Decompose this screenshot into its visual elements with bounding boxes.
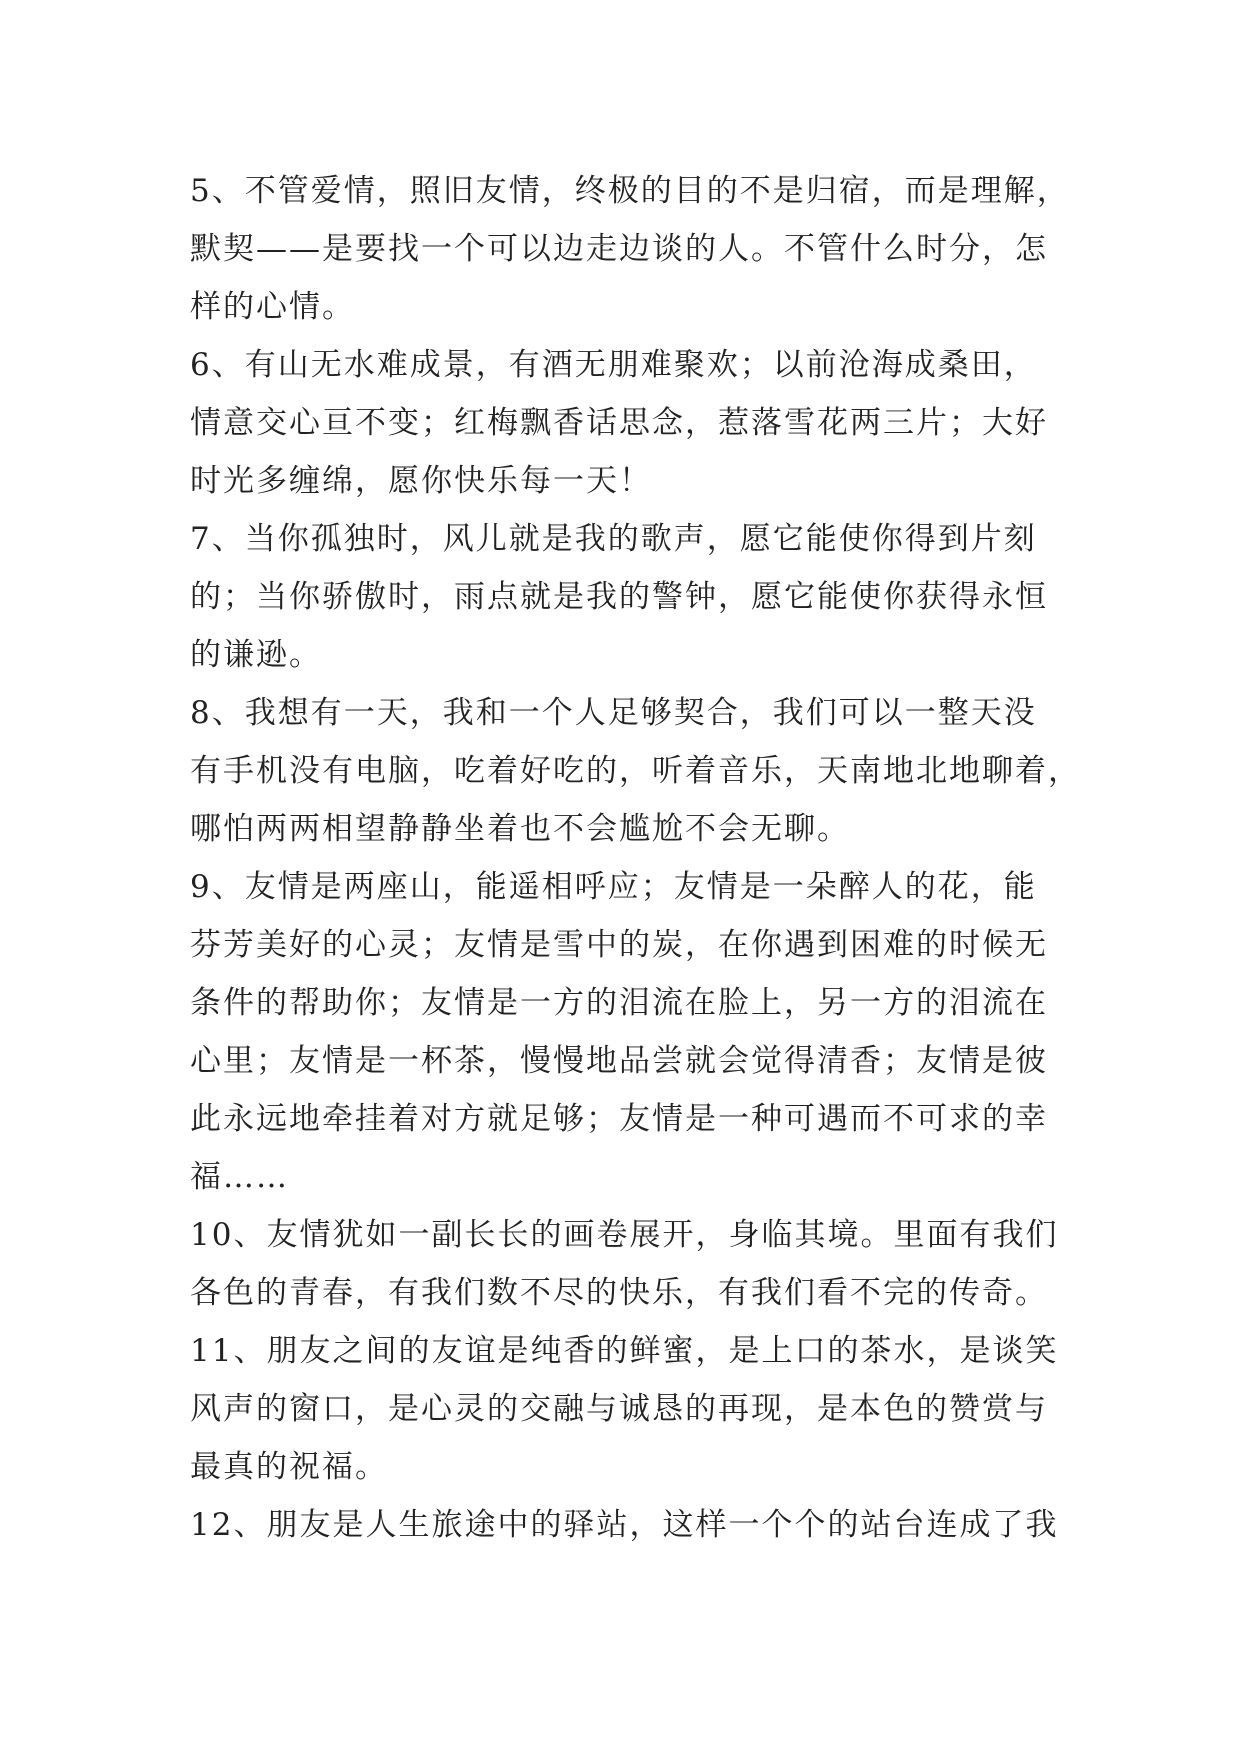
text-line: 风声的窗口，是心灵的交融与诚恳的再现，是本色的赞赏与 (190, 1391, 1048, 1427)
text-line: 默契——是要找一个可以边走边谈的人。不管什么时分，怎 (190, 231, 1048, 267)
text-line: 时光多缠绵，愿你快乐每一天！ (190, 463, 652, 499)
text-line: 5、不管爱情，照旧友情，终极的目的不是归宿，而是理解， (190, 173, 1070, 209)
text-line: 条件的帮助你；友情是一方的泪流在脸上，另一方的泪流在 (190, 985, 1048, 1021)
text-line: 11、朋友之间的友谊是纯香的鲜蜜，是上口的茶水，是谈笑 (190, 1333, 1059, 1369)
text-line: 此永远地牵挂着对方就足够；友情是一种可遇而不可求的幸 (190, 1101, 1048, 1137)
text-line: 有手机没有电脑，吃着好吃的，听着音乐，天南地北地聊着， (190, 753, 1081, 789)
text-line: 的；当你骄傲时，雨点就是我的警钟，愿它能使你获得永恒 (190, 579, 1048, 615)
text-line: 9、友情是两座山，能遥相呼应；友情是一朵醉人的花，能 (190, 869, 1037, 905)
text-line: 的谦逊。 (190, 637, 322, 673)
text-line: 6、有山无水难成景，有酒无朋难聚欢；以前沧海成桑田， (190, 347, 1037, 383)
text-line: 10、友情犹如一副长长的画卷展开，身临其境。里面有我们 (190, 1217, 1059, 1253)
text-line: 各色的青春，有我们数不尽的快乐，有我们看不完的传奇。 (190, 1275, 1048, 1311)
text-line: 12、朋友是人生旅途中的驿站，这样一个个的站台连成了我 (190, 1507, 1059, 1543)
text-line: 样的心情。 (190, 289, 355, 325)
text-line: 哪怕两两相望静静坐着也不会尴尬不会无聊。 (190, 811, 850, 847)
text-line: 最真的祝福。 (190, 1449, 388, 1485)
document-body (190, 162, 1081, 1554)
text-line: 福…… (190, 1159, 289, 1195)
text-line: 8、我想有一天，我和一个人足够契合，我们可以一整天没 (190, 695, 1037, 731)
text-line: 情意交心亘不变；红梅飘香话思念，惹落雪花两三片；大好 (190, 405, 1048, 441)
text-line: 芬芳美好的心灵；友情是雪中的炭，在你遇到困难的时候无 (190, 927, 1048, 963)
text-line: 7、当你孤独时，风儿就是我的歌声，愿它能使你得到片刻 (190, 521, 1037, 557)
text-line: 心里；友情是一杯茶，慢慢地品尝就会觉得清香；友情是彼 (190, 1043, 1048, 1079)
